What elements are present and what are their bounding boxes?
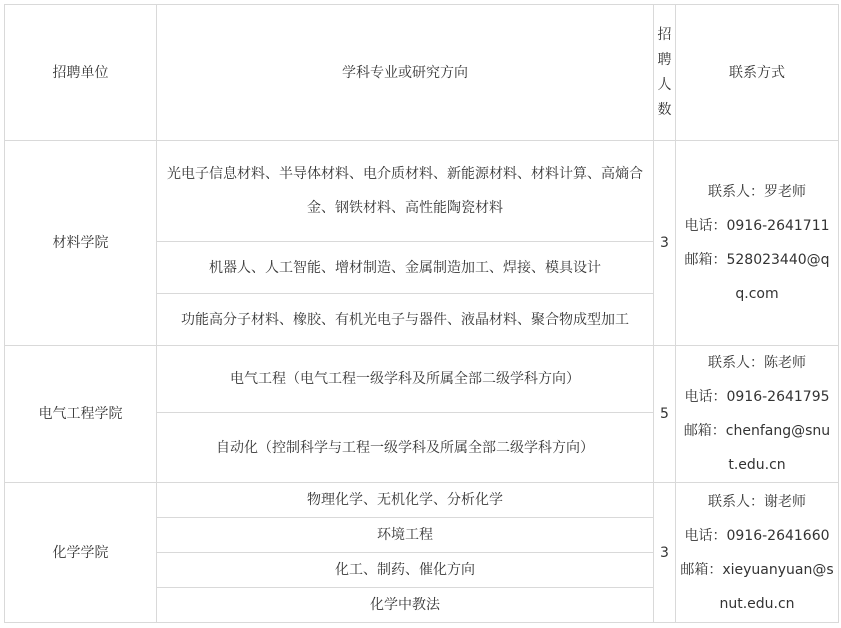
major-cell: 自动化（控制科学与工程一级学科及所属全部二级学科方向） xyxy=(157,413,654,483)
count-cell: 3 xyxy=(654,141,676,346)
contact-cell: 联系人：罗老师 电话：0916-2641711 邮箱：528023440@q q.com xyxy=(676,141,839,346)
major-cell: 机器人、人工智能、增材制造、金属制造加工、焊接、模具设计 xyxy=(157,242,654,294)
table-row xyxy=(5,346,839,413)
major-cell: 化学中教法 xyxy=(157,588,654,623)
contact-cell: 联系人：谢老师 电话：0916-2641660 邮箱：xieyuanyuan@s nut.edu.cn xyxy=(676,483,839,623)
contact-cell: 联系人：陈老师 电话：0916-2641795 邮箱：chenfang@snu t.edu.cn xyxy=(676,346,839,483)
major-cell: 物理化学、无机化学、分析化学 xyxy=(157,483,654,518)
unit-cell: 化学学院 xyxy=(5,483,157,623)
count-cell: 5 xyxy=(654,346,676,483)
major-cell: 光电子信息材料、半导体材料、电介质材料、新能源材料、材料计算、高熵合 金、钢铁材料、高性能陶瓷材料 xyxy=(157,141,654,242)
header-major: 学科专业或研究方向 xyxy=(157,5,654,141)
count-cell: 3 xyxy=(654,483,676,623)
header-unit: 招聘单位 xyxy=(5,5,157,141)
major-cell: 环境工程 xyxy=(157,518,654,553)
table-row xyxy=(5,483,839,518)
unit-cell: 电气工程学院 xyxy=(5,346,157,483)
major-cell: 功能高分子材料、橡胶、有机光电子与器件、液晶材料、聚合物成型加工 xyxy=(157,294,654,346)
header-contact: 联系方式 xyxy=(676,5,839,141)
major-cell: 化工、制药、催化方向 xyxy=(157,553,654,588)
unit-cell: 材料学院 xyxy=(5,141,157,346)
recruitment-table xyxy=(4,4,839,623)
major-cell: 电气工程（电气工程一级学科及所属全部二级学科方向） xyxy=(157,346,654,413)
table-row xyxy=(5,141,839,242)
header-row xyxy=(5,5,839,141)
header-count: 招 聘 人 数 xyxy=(654,5,676,141)
